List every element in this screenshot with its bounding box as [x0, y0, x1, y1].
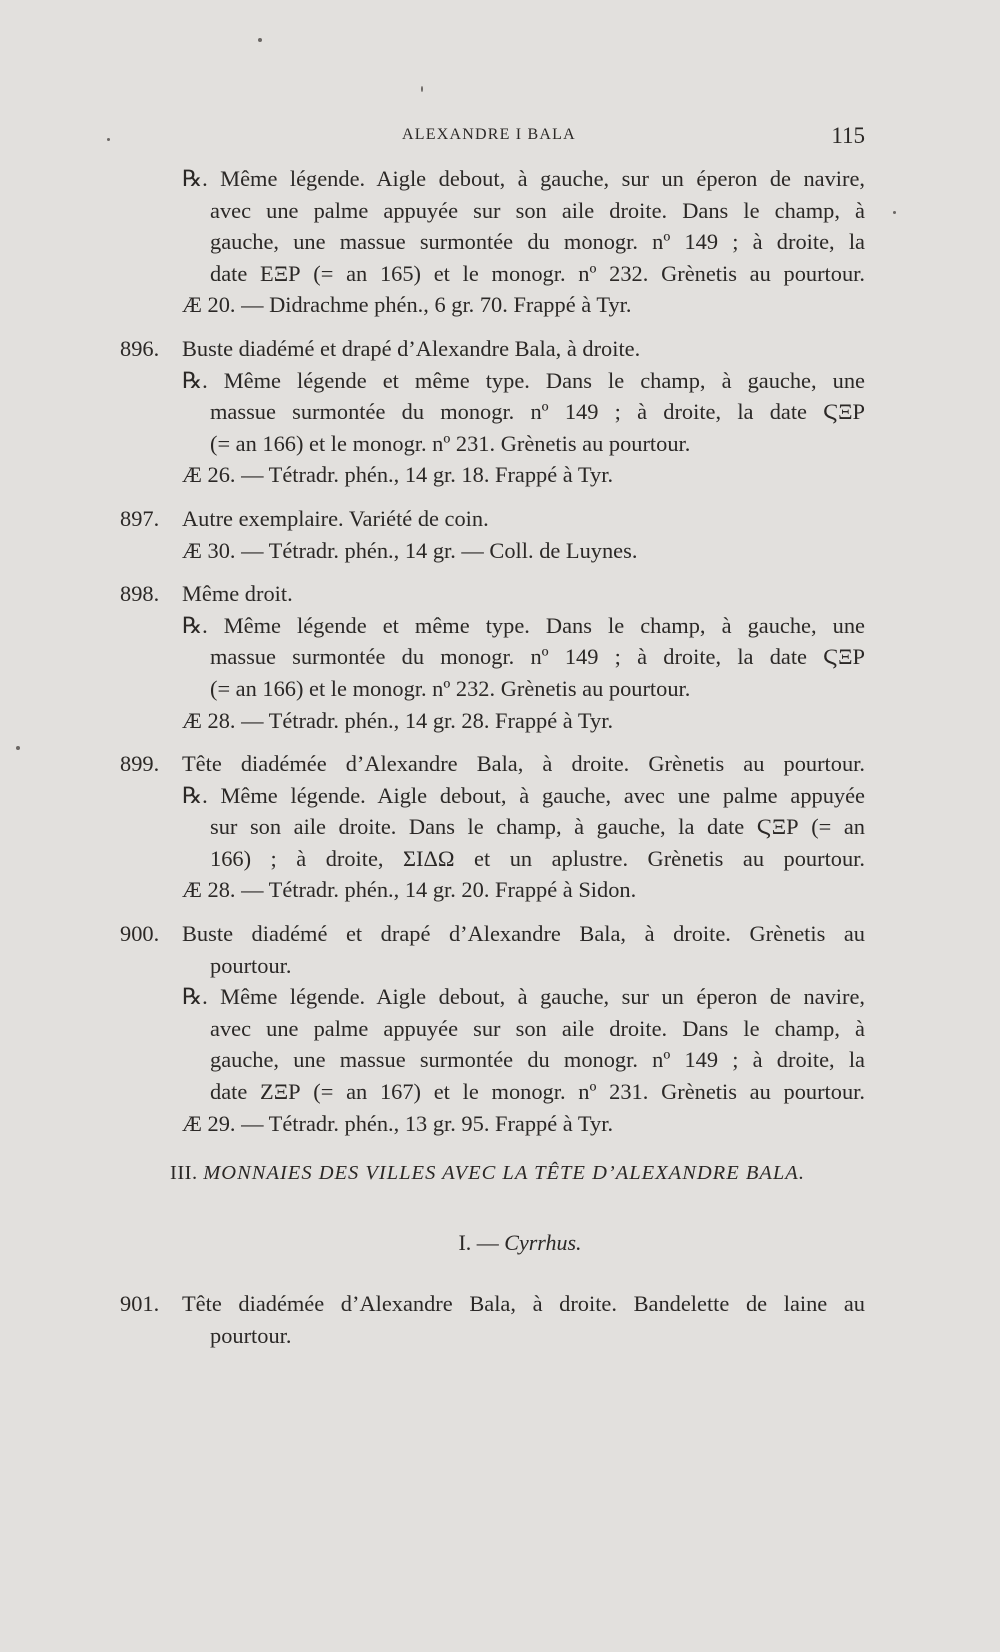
- entry-line: sur son aile droite. Dans le champ, à gauche, la date ϚΞΡ (= an: [210, 814, 865, 840]
- running-head: [0, 123, 1000, 150]
- entry-number: 897.: [120, 505, 160, 531]
- entry-line: 166) ; à droite, ΣΙΔΩ et un aplustre. Grènetis au pourtour.: [210, 845, 865, 871]
- entry-number: 898.: [120, 581, 160, 607]
- paper-speck: [421, 86, 423, 92]
- subsection-title: Cyrrhus.: [504, 1230, 582, 1255]
- entry-line: ℞. Même légende et même type. Dans le champ, à gauche, une: [182, 367, 865, 393]
- entry-line: (= an 166) et le monogr. nº 231. Grènetis au pourtour.: [210, 430, 691, 456]
- entry-896: [120, 333, 865, 491]
- entry-line: date ΕΞΡ (= an 165) et le monogr. nº 232. Grènetis au pourtour.: [210, 260, 865, 286]
- entry-number: 899.: [120, 751, 160, 777]
- entry-line: Buste diadémé et drapé d’Alexandre Bala, à droite.: [182, 335, 641, 361]
- entry-line: ℞. Même légende et même type. Dans le champ, à gauche, une: [182, 612, 865, 638]
- entry-line: Tête diadémée d’Alexandre Bala, à droite. Bandelette de laine au: [182, 1291, 865, 1316]
- paper-speck: [107, 138, 110, 141]
- entry-line: Buste diadémé et drapé d’Alexandre Bala, à droite. Grènetis au: [182, 921, 865, 947]
- entry-line: Æ 20. — Didrachme phén., 6 gr. 70. Frappé à Tyr.: [182, 292, 632, 318]
- entry-898: [120, 578, 865, 736]
- paper-speck: [893, 211, 896, 214]
- entry-line: avec une palme appuyée sur son aile droite. Dans le champ, à: [210, 197, 865, 223]
- entry-line: avec une palme appuyée sur son aile droite. Dans le champ, à: [210, 1015, 865, 1041]
- entry-line: Æ 28. — Tétradr. phén., 14 gr. 20. Frappé à Sidon.: [182, 877, 637, 903]
- entry-line: pourtour.: [210, 952, 292, 978]
- entry-895-continuation: [120, 163, 865, 321]
- entry-number: 901.: [120, 1291, 160, 1316]
- entry-line: date ΖΞΡ (= an 167) et le monogr. nº 231. Grènetis au pourtour.: [210, 1079, 865, 1105]
- entry-number: 896.: [120, 335, 160, 361]
- section-numeral: III.: [170, 1162, 198, 1184]
- entry-line: massue surmontée du monogr. nº 149 ; à droite, la date ϚΞΡ: [210, 399, 865, 425]
- entry-line: gauche, une massue surmontée du monogr. nº 149 ; à droite, la: [210, 1047, 865, 1073]
- entry-line: Autre exemplaire. Variété de coin.: [182, 505, 489, 531]
- paper-speck: [16, 746, 20, 750]
- paper-speck: [258, 38, 262, 42]
- section-title: MONNAIES DES VILLES AVEC LA TÊTE D’ALEXANDRE BALA.: [203, 1162, 805, 1184]
- subsection-numeral: I. —: [458, 1230, 499, 1255]
- entry-line: pourtour.: [210, 1322, 292, 1348]
- entry-line: Même droit.: [182, 581, 293, 607]
- page-number: 115: [831, 123, 865, 148]
- entry-line: Æ 30. — Tétradr. phén., 14 gr. — Coll. de Luynes.: [182, 537, 638, 563]
- entry-line: ℞. Même légende. Aigle debout, à gauche, sur un éperon de navire,: [182, 984, 865, 1010]
- entry-line: Æ 26. — Tétradr. phén., 14 gr. 18. Frappé à Tyr.: [182, 462, 614, 488]
- running-title: ALEXANDRE I BALA: [402, 126, 576, 143]
- entry-line: Æ 29. — Tétradr. phén., 13 gr. 95. Frappé à Tyr.: [182, 1110, 614, 1136]
- subsection-heading: [0, 1230, 1000, 1256]
- entry-900: [120, 918, 865, 1139]
- entry-line: Tête diadémée d’Alexandre Bala, à droite. Grènetis au pourtour.: [182, 751, 865, 777]
- entry-line: Æ 28. — Tétradr. phén., 14 gr. 28. Frappé à Tyr.: [182, 707, 614, 733]
- entry-line: ℞. Même légende. Aigle debout, à gauche, sur un éperon de navire,: [182, 166, 865, 191]
- catalogue-entries: [120, 163, 865, 1151]
- entry-line: (= an 166) et le monogr. nº 232. Grènetis au pourtour.: [210, 675, 691, 701]
- entry-897: [120, 503, 865, 566]
- entry-899: [120, 748, 865, 906]
- entry-line: ℞. Même légende. Aigle debout, à gauche, avec une palme appuyée: [182, 782, 865, 808]
- entry-line: gauche, une massue surmontée du monogr. nº 149 ; à droite, la: [210, 229, 865, 255]
- entry-line: massue surmontée du monogr. nº 149 ; à droite, la date ϚΞΡ: [210, 644, 865, 670]
- section-heading: [170, 1162, 820, 1185]
- entry-901: [120, 1288, 865, 1351]
- entry-number: 900.: [120, 921, 160, 947]
